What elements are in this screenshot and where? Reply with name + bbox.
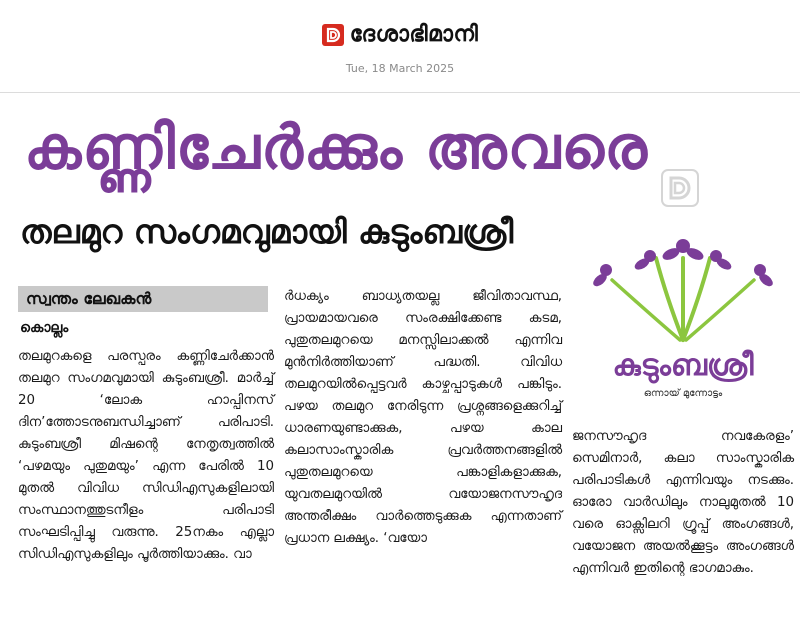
kudumbashree-flower-icon bbox=[572, 236, 794, 348]
article-column-1: തലമുറകളെ പരസ്പരം കണ്ണിചേർക്കാൻ തലമുറ സംഗമവുമായി കുടുംബശ്രീ. മാർച്ച് 20 ‘ലോക ഹാപ്പിനസ് ദിന’ത്തോടനുബന്ധിച്ചാണ് പരിപാടി. കുടുംബശ്രീ മിഷന്റെ നേതൃത്വത്തിൽ ‘പഴമയും പുതുമയും’ എന്ന പേരിൽ 10 മുതൽ വിവിധ സിഡിഎസുകളിലായി സംസ്ഥാനത്തുടനീളം പരിപാടി സംഘടിപ്പിച്ചു വരുന്നു. 25നകം എല്ലാ സിഡിഎസുകളിലും പൂർത്തിയാക്കും. വാ bbox=[18, 349, 274, 562]
publication-date: Tue, 18 March 2025 bbox=[345, 62, 455, 75]
watermark-icon bbox=[660, 168, 700, 208]
subheadline: തലമുറ സംഗമവുമായി കുടുംബശ്രീ bbox=[20, 212, 514, 251]
brand-name: ദേശാഭിമാനി bbox=[349, 22, 479, 47]
article-column-2: ർധക്യം ബാധ്യതയല്ല ജീവിതാവസ്ഥ, പ്രായമായവരെ സംരക്ഷിക്കേണ്ട കടമ, പുതുതലമുറയെ മനസ്സിലാക്കൽ എന്നിവ മുൻനിർത്തിയാണ് പദ്ധതി. വിവിധ തലമുറയിൽപ്പെട്ടവർ കാഴ്ചപ്പാടുകൾ പങ്കിടും. പഴയ തലമുറ നേരിടുന്ന പ്രശ്നങ്ങളെക്കുറിച്ച് ധാരണയുണ്ടാക്കുക, പഴയ കാല കലാസാംസ്കാരിക പ്രവർത്തനങ്ങളിൽ പുതുതലമുറയെ പങ്കാളികളാക്കുക, യുവതലമുറയിൽ വയോജനസൗഹൃദ അന്തരീക്ഷം വാർത്തെടുക്കുക എന്നതാണ് പ്രധാന ലക്ഷ്യം. ‘വയോ bbox=[284, 289, 562, 546]
article-column-3: ജനസൗഹൃദ നവകേരളം’ സെമിനാർ, കലാ സാംസ്കാരിക പരിപാടികൾ എന്നിവയും നടക്കും. ഓരോ വാർഡിലും നാലുമുതൽ 10 വരെ ഓക്സിലറി ഗ്രൂപ്പ് അംഗങ്ങൾ, വയോജന അയൽക്കൂട്ടം അംഗങ്ങൾ എന്നിവർ ഇതിന്റെ ഭാഗമാകും. bbox=[572, 429, 794, 576]
logo-name: കുടുംബശ്രീ bbox=[612, 348, 754, 383]
header-divider bbox=[0, 92, 800, 93]
byline: സ്വന്തം ലേഖകൻ bbox=[26, 289, 152, 308]
logo-tagline: ഒന്നായ് മുന്നോട്ടം bbox=[643, 388, 723, 399]
masthead bbox=[0, 0, 800, 92]
deshabhimani-logo-icon bbox=[322, 24, 344, 46]
headline: കണ്ണിചേർക്കും അവരെ bbox=[24, 113, 648, 183]
kudumbashree-logo bbox=[572, 236, 794, 412]
brand[interactable] bbox=[0, 22, 800, 47]
dateline: കൊല്ലം bbox=[20, 320, 69, 336]
